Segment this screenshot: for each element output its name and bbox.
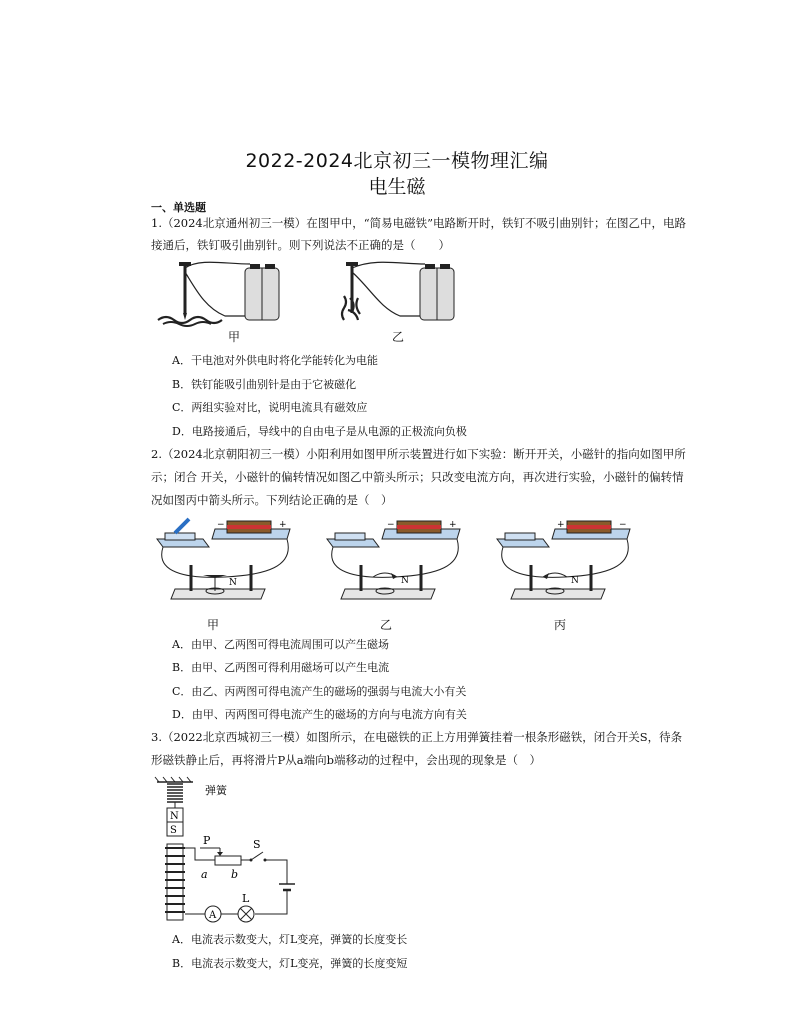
svg-text:弹簧: 弹簧 bbox=[205, 784, 227, 797]
q2-option-b: B．由甲、乙两图可得利用磁场可以产生电流 bbox=[172, 661, 390, 674]
q3-option-a: A．电流表示数变大，灯L变亮，弹簧的长度变长 bbox=[172, 933, 408, 946]
svg-text:S: S bbox=[253, 838, 261, 851]
svg-text:A: A bbox=[209, 910, 217, 921]
q1-figure-jia bbox=[155, 258, 280, 348]
document-subtitle: 电生磁 bbox=[368, 176, 426, 198]
svg-text:P: P bbox=[203, 834, 211, 847]
q2-option-c: C．由乙、丙两图可得电流产生的磁场的强弱与电流大小有关 bbox=[172, 685, 467, 698]
q1-fig-label-yi: 乙 bbox=[392, 330, 405, 344]
q1-stem-line2: 接通后，铁钉吸引曲别针。则下列说法不正确的是（ ） bbox=[151, 238, 450, 252]
svg-text:N: N bbox=[571, 576, 579, 586]
svg-text:S: S bbox=[170, 825, 177, 836]
svg-text:L: L bbox=[242, 892, 250, 905]
svg-text:−: − bbox=[387, 520, 395, 530]
q2-stem-line1: 2.（2024北京朝阳初三一模）小阳利用如图甲所示装置进行如下实验：断开开关，小磁针的指向如图甲所 bbox=[151, 447, 686, 461]
svg-text:+: + bbox=[279, 520, 287, 530]
q2-option-d: D．由甲、丙两图可得电流产生的磁场的方向与电流方向有关 bbox=[172, 708, 467, 721]
q1-option-b: B．铁钉能吸引曲别针是由于它被磁化 bbox=[172, 378, 357, 391]
q2-stem-line2: 示；闭合 开关，小磁针的偏转情况如图乙中箭头所示；只改变电流方向，再次进行实验，小磁针的偏转情 bbox=[151, 470, 684, 484]
q2-figure-jia bbox=[155, 517, 295, 612]
q3-stem-line2: 形磁铁静止后，再将滑片P从a端向b端移动的过程中，会出现的现象是（ ） bbox=[151, 753, 541, 767]
svg-text:a: a bbox=[201, 868, 208, 881]
q2-fig-label-bing: 丙 bbox=[554, 618, 567, 632]
q3-circuit-figure bbox=[155, 776, 305, 924]
q2-option-a: A．由甲、乙两图可得电流周围可以产生磁场 bbox=[172, 638, 389, 651]
q2-fig-label-yi: 乙 bbox=[380, 618, 393, 632]
q2-figure-bing bbox=[495, 517, 635, 612]
q2-fig-label-jia: 甲 bbox=[207, 618, 220, 632]
svg-text:N: N bbox=[401, 576, 409, 586]
q3-stem-line1: 3.（2022北京西城初三一模）如图所示，在电磁铁的正上方用弹簧挂着一根条形磁铁，闭合开关S，待条 bbox=[151, 730, 683, 744]
svg-text:N: N bbox=[229, 578, 237, 588]
q2-stem-line3: 况如图丙中箭头所示。下列结论正确的是（ ） bbox=[151, 493, 393, 507]
svg-text:−: − bbox=[217, 520, 225, 530]
q1-fig-label-jia: 甲 bbox=[228, 330, 241, 344]
svg-text:+: + bbox=[449, 520, 457, 530]
q1-stem-line1: 1.（2024北京通州初三一模）在图甲中，“简易电磁铁”电路断开时，铁钉不吸引曲别针；在图乙中，电路 bbox=[151, 216, 686, 230]
document-title: 2022-2024北京初三一模物理汇编 bbox=[245, 150, 549, 172]
svg-text:N: N bbox=[170, 811, 179, 822]
svg-text:+: + bbox=[557, 520, 565, 530]
svg-text:b: b bbox=[231, 868, 239, 881]
q1-option-c: C．两组实验对比，说明电流具有磁效应 bbox=[172, 401, 368, 414]
section-heading: 一、单选题 bbox=[151, 201, 206, 214]
svg-text:−: − bbox=[619, 520, 627, 530]
q3-option-b: B．电流表示数变大，灯L变亮，弹簧的长度变短 bbox=[172, 957, 408, 970]
q1-option-a: A．干电池对外供电时将化学能转化为电能 bbox=[172, 354, 378, 367]
q2-figure-yi bbox=[325, 517, 465, 612]
q1-option-d: D．电路接通后，导线中的自由电子是从电源的正极流向负极 bbox=[172, 425, 467, 438]
